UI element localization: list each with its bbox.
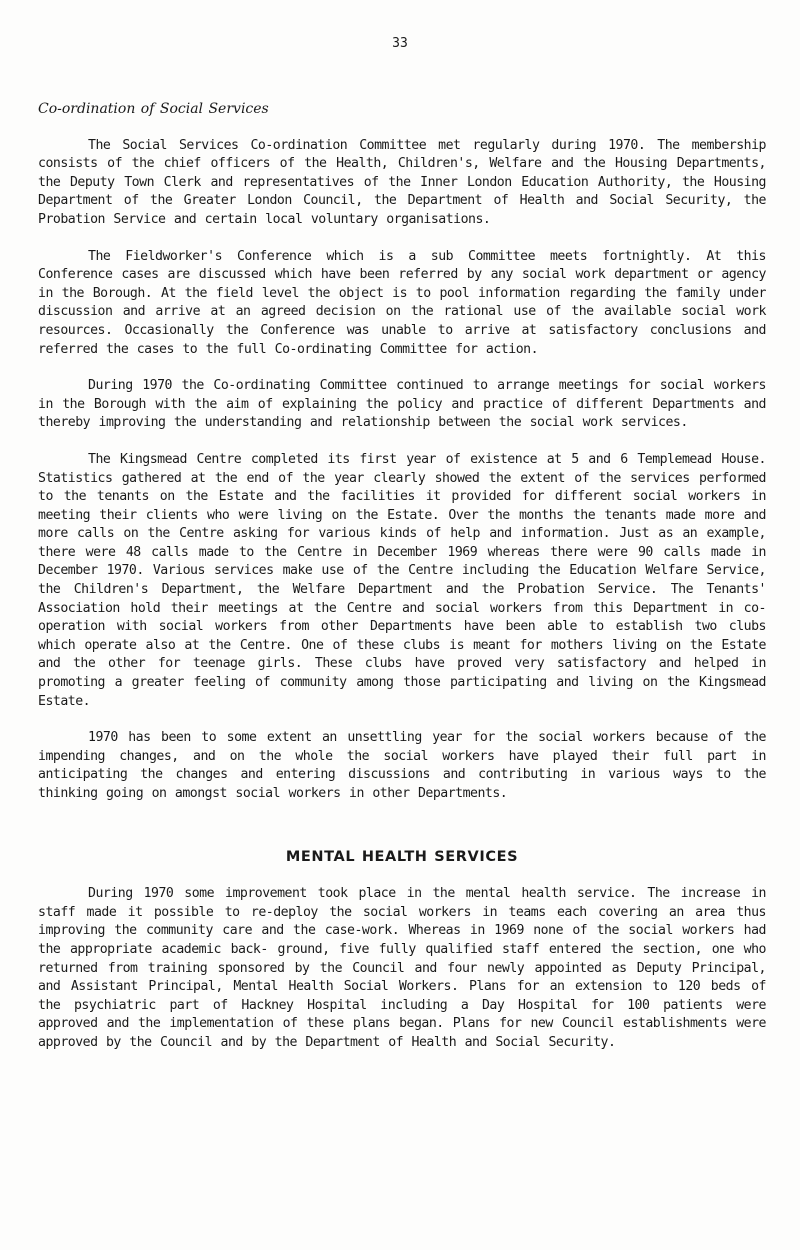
coordination-paragraph-1: The Social Services Co-ordination Committee met regularly during 1970. The membership consists of the chief officers of the Health, Children's, Welfare and the Housing Departments, the Deputy Town Clerk and representatives of the Inner London Education Authority, the Housing Department of the Greater London Council, the Department of Health and Social Security, the Probation Service and certain local voluntary organisations.: [38, 137, 766, 227]
coordination-paragraph-4: The Kingsmead Centre completed its first year of existence at 5 and 6 Templemead House. Statistics gathered at the end of the year clearly showed the extent of the services performed to the tenants on the Estate and the facilities it provided for different social workers in meeting their clients who were living on the Estate. Over the months the tenants made more and more calls on the Centre asking for various kinds of help and information. Just as an example, there were 48 calls made to the Centre in December 1969 whereas there were 90 calls made in December 1970. Various services make use of the Centre including the Education Welfare Service, the Children's Department, the Welfare Department and the Probation Service. The Tenants' Association hold their meetings at the Centre and social workers from this Department in co-operation with social workers from other Departments have been able to establish two clubs which operate also at the Centre. One of these clubs is meant for mothers living on the Estate and the other for teenage girls. These clubs have proved very satisfactory and helped in promoting a greater feeling of community among those participating and living on the Kingsmead Estate.: [38, 451, 766, 709]
section-title-coordination: Co-ordination of Social Services: [38, 101, 269, 117]
coordination-paragraph-5: 1970 has been to some extent an unsettling year for the social workers because of the impending changes, and on the whole the social workers have played their full part in anticipating the changes and entering discussions and contributing in various ways to the thinking going on amongst social workers in other Departments.: [38, 730, 766, 801]
coordination-paragraph-2: The Fieldworker's Conference which is a sub Committee meets fortnightly. At this Conference cases are discussed which have been referred by any social work department or agency in the Borough. At the field level the object is to pool information regarding the family under discussion and arrive at an agreed decision on the rational use of the available social work resources. Occasionally the Conference was unable to arrive at satisfactory conclusions and referred the cases to the full Co-ordinating Committee for action.: [38, 248, 766, 357]
page-body: [38, 100, 766, 1071]
coordination-paragraph-3: During 1970 the Co-ordinating Committee continued to arrange meetings for social workers in the Borough with the aim of explaining the policy and practice of different Departments and thereby improving the understanding and relationship between the social work services.: [38, 378, 766, 431]
mental-health-paragraph-1: During 1970 some improvement took place in the mental health service. The increase in staff made it possible to re-deploy the social workers in teams each covering an area thus improving the community care and the case-work. Whereas in 1969 none of the social workers had the appropriate academic back- ground, five fully qualified staff entered the section, one who returned from training sponsored by the Council and four newly appointed as Deputy Principal, and Assistant Principal, Mental Health Social Workers. Plans for an extension to 120 beds of the psychiatric part of Hackney Hospital including a Day Hospital for 100 patients were approved and the implementation of these plans began. Plans for new Council establishments were approved by the Council and by the Department of Health and Social Security.: [38, 886, 766, 1050]
section-heading-mental-health: MENTAL HEALTH SERVICES: [285, 848, 519, 865]
page-number: 33: [392, 36, 408, 51]
